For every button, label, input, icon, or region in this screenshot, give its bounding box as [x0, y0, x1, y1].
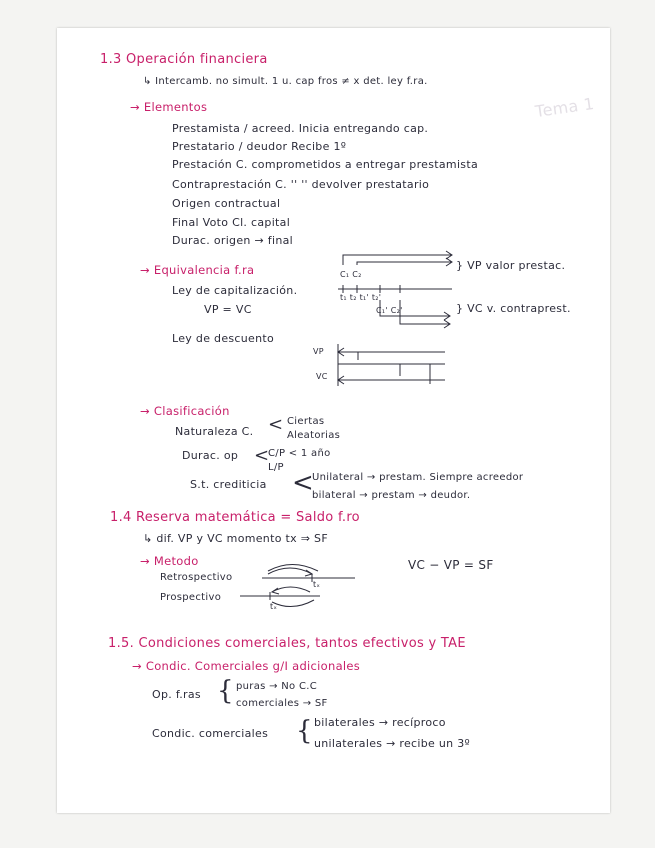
element-line: Prestatario / deudor Recibe 1º [172, 140, 347, 153]
elements-heading: → Elementos [130, 100, 208, 114]
method-option: Prospectivo [160, 592, 222, 603]
definition-1-4: ↳ dif. VP y VC momento tx ⇒ SF [143, 532, 328, 545]
method-option: Retrospectivo [160, 572, 233, 583]
capital-labels: C₁ C₂ [340, 270, 362, 279]
nature-label: Naturaleza C. [175, 425, 254, 438]
vc-tag: VC [316, 372, 328, 381]
reserve-formula: VC − VP = SF [408, 558, 494, 572]
credit-label: S.t. crediticia [190, 478, 267, 491]
equivalence-heading: → Equivalencia f.ra [140, 263, 255, 277]
vp-annotation: } VP valor prestac. [456, 259, 566, 272]
duration-label: Durac. op [182, 449, 239, 462]
section-title-1-3: 1.3 Operación financiera [100, 52, 268, 67]
vp-equals-vc: VP = VC [204, 303, 252, 316]
faint-margin-note: Tema 1 [533, 93, 596, 122]
credit-option: bilateral → prestam → deudor. [312, 490, 471, 501]
brace: { [296, 716, 313, 746]
commercial-option: bilaterales → recíproco [314, 716, 446, 729]
time-labels: t₁ t₂ t₁' t₂' [340, 293, 382, 302]
element-line: Prestación C. comprometidos a entregar prestamista [172, 158, 478, 171]
element-line: Durac. origen → final [172, 234, 293, 247]
counter-capital-labels: C₁' C₂' [376, 306, 403, 315]
time-axis [338, 285, 452, 293]
duration-option: C/P < 1 año [268, 448, 331, 459]
vc-annotation: } VC v. contraprest. [456, 302, 571, 315]
brace: < [254, 445, 270, 466]
discount-diagram [338, 344, 445, 386]
commercial-heading: → Condic. Comerciales g/I adicionales [132, 659, 361, 673]
financial-ops-label: Op. f.ras [152, 688, 201, 701]
tx-label: tₓ [313, 580, 321, 589]
nature-option: Aleatorias [287, 430, 341, 441]
discount-law: Ley de descuento [172, 332, 275, 345]
prestacion-arrows [343, 251, 452, 266]
tx-label: tₓ [270, 602, 278, 611]
brace: < [292, 468, 314, 498]
duration-option: L/P [268, 462, 284, 473]
section-title-1-4: 1.4 Reserva matemática = Saldo f.ro [110, 510, 360, 525]
financial-ops-option: comerciales → SF [236, 698, 328, 709]
brace: < [268, 414, 284, 435]
vp-tag: VP [313, 347, 324, 356]
element-line: Origen contractual [172, 197, 281, 210]
contraprestacion-arrows [380, 300, 450, 328]
method-heading: → Metodo [140, 554, 199, 568]
commercial-conditions-label: Condic. comerciales [152, 727, 269, 740]
element-line: Contraprestación C. '' '' devolver prestatario [172, 178, 430, 191]
element-line: Prestamista / acreed. Inicia entregando cap. [172, 122, 429, 135]
credit-option: Unilateral → prestam. Siempre acreedor [312, 472, 524, 483]
brace: { [217, 676, 234, 706]
capitalization-law: Ley de capitalización. [172, 284, 298, 297]
financial-ops-option: puras → No C.C [236, 681, 317, 692]
definition-1-3: ↳ Intercamb. no simult. 1 u. cap fros ≠ x det. ley f.ra. [143, 76, 428, 87]
nature-option: Ciertas [287, 416, 325, 427]
method-diagram [240, 565, 355, 607]
section-title-1-5: 1.5. Condiciones comerciales, tantos efectivos y TAE [108, 636, 466, 651]
element-line: Final Voto Cl. capital [172, 216, 291, 229]
classification-heading: → Clasificación [140, 404, 230, 418]
commercial-option: unilaterales → recibe un 3º [314, 737, 471, 750]
